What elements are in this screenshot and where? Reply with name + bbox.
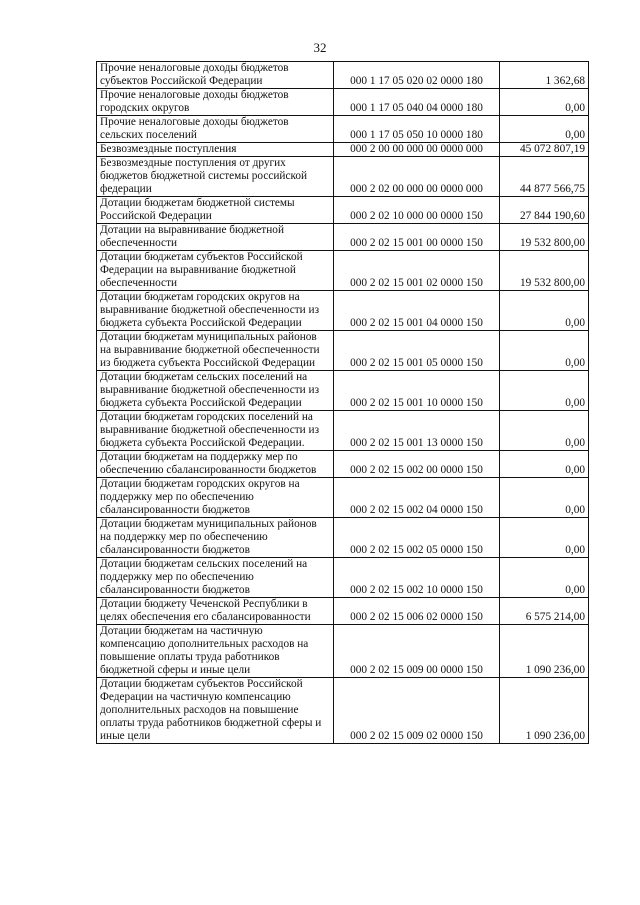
row-name-cell: Дотации бюджетам сельских поселений на поддержку мер по обеспечению сбалансированности бюджетов [97,558,334,598]
row-code-cell: 000 2 02 15 001 02 0000 150 [334,251,500,291]
row-code-cell: 000 2 02 15 001 13 0000 150 [334,411,500,451]
row-code-cell: 000 2 00 00 000 00 0000 000 [334,143,500,157]
page-number: 32 [313,40,327,55]
row-value-cell: 1 090 236,00 [500,678,589,744]
row-name-cell: Дотации бюджету Чеченской Республики в целях обеспечения его сбалансированности [97,598,334,625]
row-code-cell: 000 2 02 15 006 02 0000 150 [334,598,500,625]
row-value-cell: 1 362,68 [500,62,589,89]
table-row [97,62,589,89]
table-row [97,291,589,331]
row-code-cell: 000 2 02 15 001 00 0000 150 [334,224,500,251]
row-name-cell: Дотации бюджетам на поддержку мер по обеспечению сбалансированности бюджетов [97,451,334,478]
row-name-cell: Дотации бюджетам бюджетной системы Российской Федерации [97,197,334,224]
row-value-cell: 0,00 [500,371,589,411]
table-row [97,478,589,518]
table-row [97,224,589,251]
table-body [97,62,589,744]
table-row [97,451,589,478]
row-name-cell: Прочие неналоговые доходы бюджетов городских округов [97,89,334,116]
row-code-cell: 000 2 02 15 002 10 0000 150 [334,558,500,598]
table-row [97,331,589,371]
row-value-cell: 0,00 [500,116,589,143]
row-code-cell: 000 2 02 15 002 05 0000 150 [334,518,500,558]
row-name-cell: Прочие неналоговые доходы бюджетов субъектов Российской Федерации [97,62,334,89]
row-name-cell: Дотации бюджетам сельских поселений на выравнивание бюджетной обеспеченности из бюджета субъекта Российской Федерации [97,371,334,411]
table-row [97,678,589,744]
row-code-cell: 000 2 02 15 002 00 0000 150 [334,451,500,478]
row-name-cell: Дотации бюджетам муниципальных районов на выравнивание бюджетной обеспеченности из бюджета субъекта Российской Федерации [97,331,334,371]
row-code-cell: 000 2 02 15 009 02 0000 150 [334,678,500,744]
table-row [97,143,589,157]
table-row [97,371,589,411]
row-name-cell: Дотации бюджетам городских поселений на выравнивание бюджетной обеспеченности из бюджета субъекта Российской Федерации. [97,411,334,451]
row-code-cell: 000 2 02 10 000 00 0000 150 [334,197,500,224]
row-value-cell: 0,00 [500,478,589,518]
row-value-cell: 0,00 [500,451,589,478]
row-code-cell: 000 2 02 15 001 10 0000 150 [334,371,500,411]
table-row [97,625,589,678]
row-name-cell: Безвозмездные поступления [97,143,334,157]
row-value-cell: 0,00 [500,89,589,116]
row-value-cell: 0,00 [500,518,589,558]
row-code-cell: 000 2 02 15 009 00 0000 150 [334,625,500,678]
row-code-cell: 000 1 17 05 050 10 0000 180 [334,116,500,143]
row-value-cell: 45 072 807,19 [500,143,589,157]
row-value-cell: 6 575 214,00 [500,598,589,625]
row-value-cell: 19 532 800,00 [500,224,589,251]
table-row [97,89,589,116]
table-row [97,251,589,291]
row-code-cell: 000 1 17 05 020 02 0000 180 [334,62,500,89]
row-name-cell: Дотации бюджетам субъектов Российской Федерации на частичную компенсацию дополнительных расходов на повышение оплаты труда работников бюджетной сферы и иные цели [97,678,334,744]
row-code-cell: 000 2 02 15 002 04 0000 150 [334,478,500,518]
row-value-cell: 27 844 190,60 [500,197,589,224]
row-name-cell: Дотации бюджетам городских округов на выравнивание бюджетной обеспеченности из бюджета субъекта Российской Федерации [97,291,334,331]
row-value-cell: 19 532 800,00 [500,251,589,291]
row-code-cell: 000 2 02 00 000 00 0000 000 [334,157,500,197]
row-name-cell: Дотации бюджетам на частичную компенсацию дополнительных расходов на повышение оплаты труда работников бюджетной сферы и иные цели [97,625,334,678]
row-name-cell: Дотации бюджетам городских округов на поддержку мер по обеспечению сбалансированности бюджетов [97,478,334,518]
table-row [97,116,589,143]
row-value-cell: 0,00 [500,331,589,371]
row-name-cell: Прочие неналоговые доходы бюджетов сельских поселений [97,116,334,143]
row-code-cell: 000 2 02 15 001 05 0000 150 [334,331,500,371]
row-code-cell: 000 2 02 15 001 04 0000 150 [334,291,500,331]
row-value-cell: 0,00 [500,411,589,451]
budget-revenue-table [96,61,589,744]
row-name-cell: Дотации бюджетам муниципальных районов на поддержку мер по обеспечению сбалансированности бюджетов [97,518,334,558]
table-row [97,411,589,451]
table-row [97,197,589,224]
row-value-cell: 0,00 [500,291,589,331]
row-name-cell: Дотации на выравнивание бюджетной обеспеченности [97,224,334,251]
row-value-cell: 0,00 [500,558,589,598]
row-name-cell: Безвозмездные поступления от других бюджетов бюджетной системы российской федерации [97,157,334,197]
table-row [97,518,589,558]
row-value-cell: 1 090 236,00 [500,625,589,678]
table-row [97,558,589,598]
row-code-cell: 000 1 17 05 040 04 0000 180 [334,89,500,116]
table-row [97,157,589,197]
table-row [97,598,589,625]
row-name-cell: Дотации бюджетам субъектов Российской Федерации на выравнивание бюджетной обеспеченности [97,251,334,291]
row-value-cell: 44 877 566,75 [500,157,589,197]
